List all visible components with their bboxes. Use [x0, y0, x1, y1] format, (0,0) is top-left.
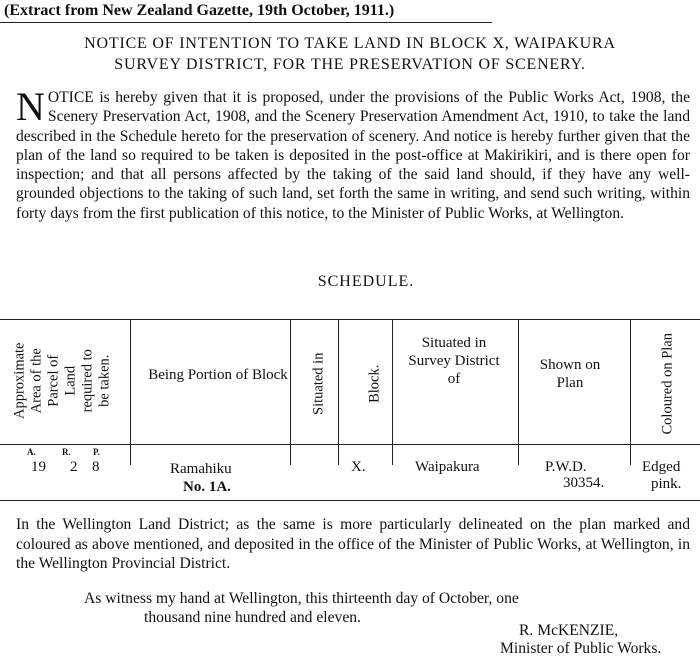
header-portion: Being Portion of Block: [148, 367, 288, 383]
signatory-title: Minister of Public Works.: [500, 640, 662, 657]
table-bottom-rule: [0, 500, 700, 501]
header-area-line: Land: [62, 365, 79, 396]
cell-acres: 19: [31, 459, 46, 475]
cell-coloured: Edged: [642, 459, 681, 475]
header-situated: Situated in: [310, 352, 327, 415]
cell-plan-number: 30354.: [563, 475, 605, 491]
cell-plan-ref: P.W.D.: [545, 459, 587, 475]
column-divider: [290, 320, 291, 465]
column-divider: [338, 320, 339, 465]
unit-acres-label: A.: [27, 447, 36, 457]
column-divider: [630, 320, 631, 465]
signatory-name: R. McKENZIE,: [519, 622, 619, 639]
notice-text: OTICE is hereby given that it is proposed, under the provisions of the Public Works Act, 1908, the Scenery Preservation Act, 1908, and the Scenery Preservation Amendment Act, 1910, to take the land described in the Schedule hereto for the preservation of scenery. And notice is hereby further given that the plan of the land so required to be taken is deposited in the post-office at Makirikiri, and is there open for inspection; and that all persons affected by the taking of the said land should, if they have any well-grounded objections to the taking of such land, set forth the same in writing, and send such writing, within forty days from the first publication of this notice, to the Minister of Public Works, at Wellington.: [16, 89, 690, 222]
cell-roods: 2: [70, 459, 78, 475]
header-plan: Shown on Plan: [539, 357, 601, 391]
drop-cap: N: [16, 84, 45, 129]
cell-district: Waipakura: [415, 459, 480, 475]
schedule-title: SCHEDULE.: [317, 273, 415, 290]
header-area-line: Approximate: [11, 342, 28, 420]
table-header-rule: [0, 444, 700, 445]
headline-line-1: NOTICE OF INTENTION TO TAKE LAND IN BLOCK X, WAIPAKURA: [84, 35, 616, 52]
cell-coloured-2: pink.: [651, 476, 682, 492]
header-coloured: Coloured on Plan: [659, 333, 676, 435]
notice-paragraph: [16, 84, 690, 223]
witness-line: As witness my hand at Wellington, this thirteenth day of October, one: [84, 590, 519, 607]
column-divider: [518, 320, 519, 465]
cell-portion-name: Ramahiku: [170, 461, 232, 477]
cell-perches: 8: [92, 459, 100, 475]
header-area-line: Parcel of: [45, 354, 62, 407]
headline-line-2: SURVEY DISTRICT, FOR THE PRESERVATION OF SCENERY.: [114, 56, 586, 73]
header-district: Situated in Survey District of: [408, 335, 500, 387]
witness-line-2: thousand nine hundred and eleven.: [144, 609, 361, 626]
header-block: Block.: [366, 364, 383, 403]
header-area-line: required to: [79, 349, 96, 413]
column-divider: [392, 320, 393, 465]
notice-headline: [10, 33, 690, 75]
header-area-line: be taken.: [96, 354, 113, 407]
column-divider: [130, 320, 131, 465]
unit-perches-label: P.: [93, 447, 100, 457]
header-area-line: Area of the: [28, 348, 45, 414]
extract-underline: [0, 22, 492, 23]
extract-heading: (Extract from New Zealand Gazette, 19th October, 1911.): [4, 2, 395, 19]
schedule-table: [0, 300, 700, 500]
unit-roods-label: R.: [62, 447, 71, 457]
cell-portion-number: No. 1A.: [183, 479, 231, 495]
district-paragraph: In the Wellington Land District; as the same is more particularly delineated on the plan marked and coloured as above mentioned, and deposited in the office of the Minister of Public Works, at Wellington, in the Wellington Provincial District.: [16, 516, 690, 572]
cell-block: X.: [351, 459, 366, 475]
